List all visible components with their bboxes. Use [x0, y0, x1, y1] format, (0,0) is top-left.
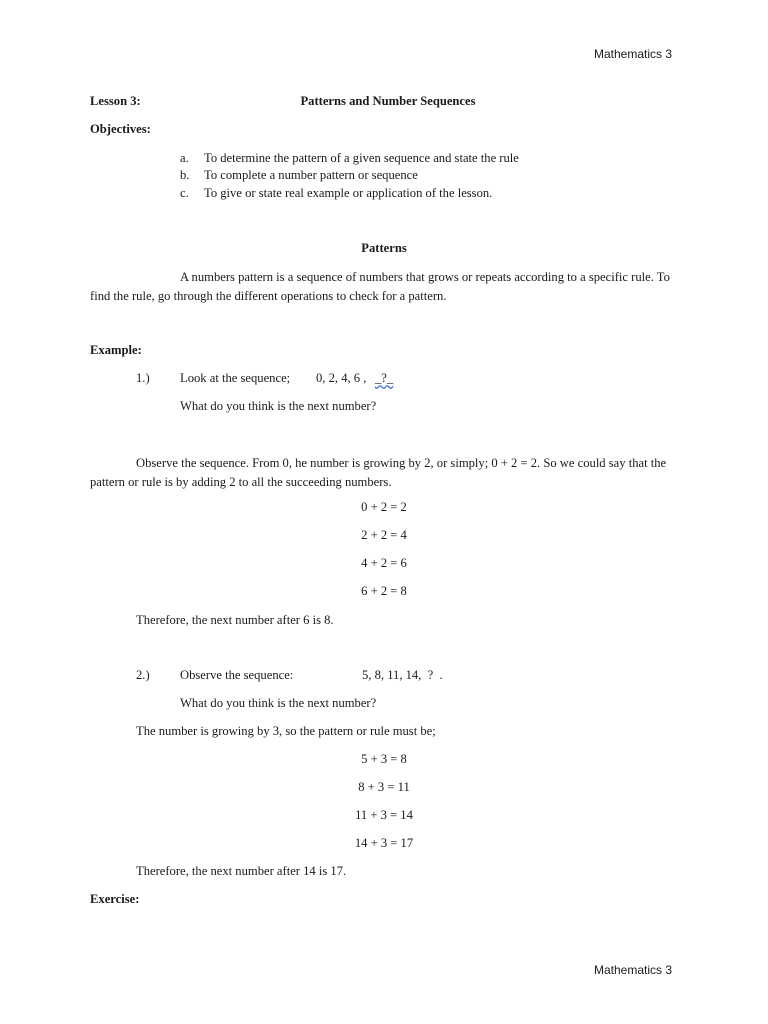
example-2-conclusion: Therefore, the next number after 14 is 17.: [136, 864, 347, 878]
exercise-heading: Exercise:: [90, 892, 140, 906]
equation: 2 + 2 = 4: [361, 528, 407, 542]
objective-marker: c.: [180, 186, 189, 200]
equation: 6 + 2 = 8: [361, 584, 407, 598]
objective-text: To complete a number pattern or sequence: [204, 168, 418, 182]
patterns-heading: Patterns: [361, 241, 407, 255]
equation: 14 + 3 = 17: [354, 836, 414, 850]
example-1-number: 1.): [136, 371, 150, 385]
example-1-prompt: Look at the sequence;: [180, 371, 291, 385]
lesson-label: Lesson 3:: [90, 94, 141, 108]
patterns-paragraph: A numbers pattern is a sequence of numbers that grows or repeats according to a specific rule. To find the rule, go through the different operations to check for a pattern.: [90, 270, 670, 303]
example-heading: Example:: [90, 343, 142, 357]
example-1-sequence: 0, 2, 4, 6 ,: [316, 371, 367, 385]
objective-marker: b.: [180, 168, 190, 182]
example-2-explanation: The number is growing by 3, so the pattern or rule must be;: [136, 724, 436, 738]
example-1-blank: _?_: [375, 371, 394, 385]
example-2-number: 2.): [136, 668, 150, 682]
example-2-prompt: Observe the sequence:: [180, 668, 294, 682]
equation: 5 + 3 = 8: [361, 752, 407, 766]
objective-text: To determine the pattern of a given sequence and state the rule: [204, 151, 519, 165]
equation: 8 + 3 = 11: [358, 780, 410, 794]
example-2-sequence: 5, 8, 11, 14, ? .: [362, 668, 443, 682]
example-1-question: What do you think is the next number?: [180, 399, 377, 413]
objective-marker: a.: [180, 151, 189, 165]
example-1-explanation: Observe the sequence. From 0, he number is growing by 2, or simply; 0 + 2 = 2. So we could say that the pattern or rule is by adding 2 to all the succeeding numbers.: [90, 456, 667, 489]
objective-text: To give or state real example or application of the lesson.: [204, 186, 493, 200]
example-1-conclusion: Therefore, the next number after 6 is 8.: [136, 613, 334, 627]
equation: 0 + 2 = 2: [361, 500, 407, 514]
running-header: Mathematics 3: [594, 47, 673, 61]
objectives-heading: Objectives:: [90, 122, 151, 136]
equation: 11 + 3 = 14: [355, 808, 413, 822]
lesson-title: Patterns and Number Sequences: [300, 94, 476, 108]
running-footer: Mathematics 3: [594, 963, 673, 977]
example-2-question: What do you think is the next number?: [180, 696, 377, 710]
equation: 4 + 2 = 6: [361, 556, 407, 570]
